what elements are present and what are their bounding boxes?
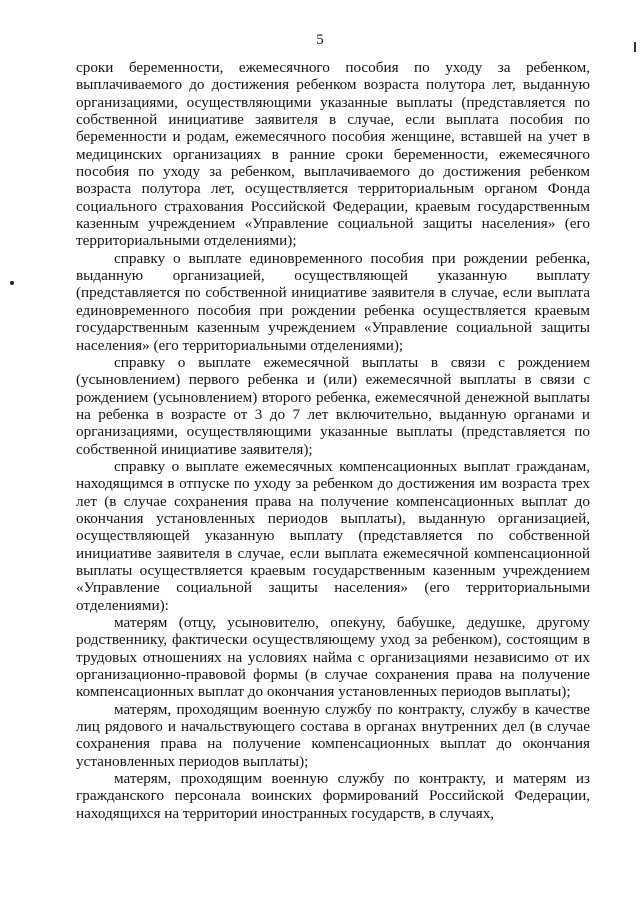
- paragraph-6: матерям, проходящим военную службу по контракту, службу в качестве лиц рядового и начальствующего состава в органах внутренних дел (в случае сохранения права на получение компенсационных выплат до окончания установленных периодов выплаты);: [76, 700, 590, 770]
- paragraph-7: матерям, проходящим военную службу по контракту, и матерям из гражданского персонала воинских формирований Российской Федерации, находящихся на территории иностранных государств, в случаях,: [76, 770, 590, 822]
- scan-edge-mark: [634, 42, 636, 52]
- scan-dot: [10, 281, 14, 285]
- paragraph-1: сроки беременности, ежемесячного пособия по уходу за ребенком, выплачиваемого до достижения ребенком возраста полутора лет, выданную организациями, осуществляющими указанные выплаты (представляется по собственной инициативе заявителя в случае, если выплата пособия по беременности и родам, ежемесячного пособия женщине, вставшей на учет в медицинских организациях в ранние сроки беременности, ежемесячного пособия по уходу за ребенком, выплачиваемого до достижения ребенком возраста полутора лет, осуществляется территориальным органом Фонда социального страхования Российской Федерации, краевым государственным казенным учреждением «Управление социальной защиты населения» (его территориальными отделениями);: [76, 59, 590, 250]
- paragraph-5: матерям (отцу, усыновителю, опекуну, бабушке, дедушке, другому родственнику, фактически осуществляющему уход за ребенком), состоящим в трудовых отношениях на условиях найма с организациями независимо от их организационно-правовой формы (в случае сохранения права на получение компенсационных выплат до окончания установленных периодов выплаты);: [76, 614, 590, 701]
- page-number: 5: [316, 32, 324, 48]
- document-body: [76, 59, 590, 822]
- paragraph-2: справку о выплате единовременного пособия при рождении ребенка, выданную организацией, осуществляющей указанную выплату (представляется по собственной инициативе заявителя в случае, если выплата единовременного пособия при рождении ребенка осуществляется краевым государственным казенным учреждением «Управление социальной защиты населения» (его территориальными отделениями);: [76, 249, 590, 354]
- paragraph-4: справку о выплате ежемесячных компенсационных выплат гражданам, находящимся в отпуске по уходу за ребенком до достижения им возраста трех лет (в случае сохранения права на получение компенсационных выплат до окончания установленных периодов выплаты), выданную организацией, осуществляющей указанную выплату (представляется по собственной инициативе заявителя в случае, если выплата ежемесячной компенсационной выплаты осуществляется краевым государственным казенным учреждением «Управление социальной защиты населения» (его территориальными отделениями):: [76, 457, 590, 614]
- paragraph-3: справку о выплате ежемесячной выплаты в связи с рождением (усыновлением) первого ребенка и (или) ежемесячной выплаты в связи с рождением (усыновлением) второго ребенка, ежемесячной денежной выплаты на ребенка в возрасте от 3 до 7 лет включительно, выданную органами и организациями, осуществляющими указанные выплаты (представляется по собственной инициативе заявителя);: [76, 353, 590, 458]
